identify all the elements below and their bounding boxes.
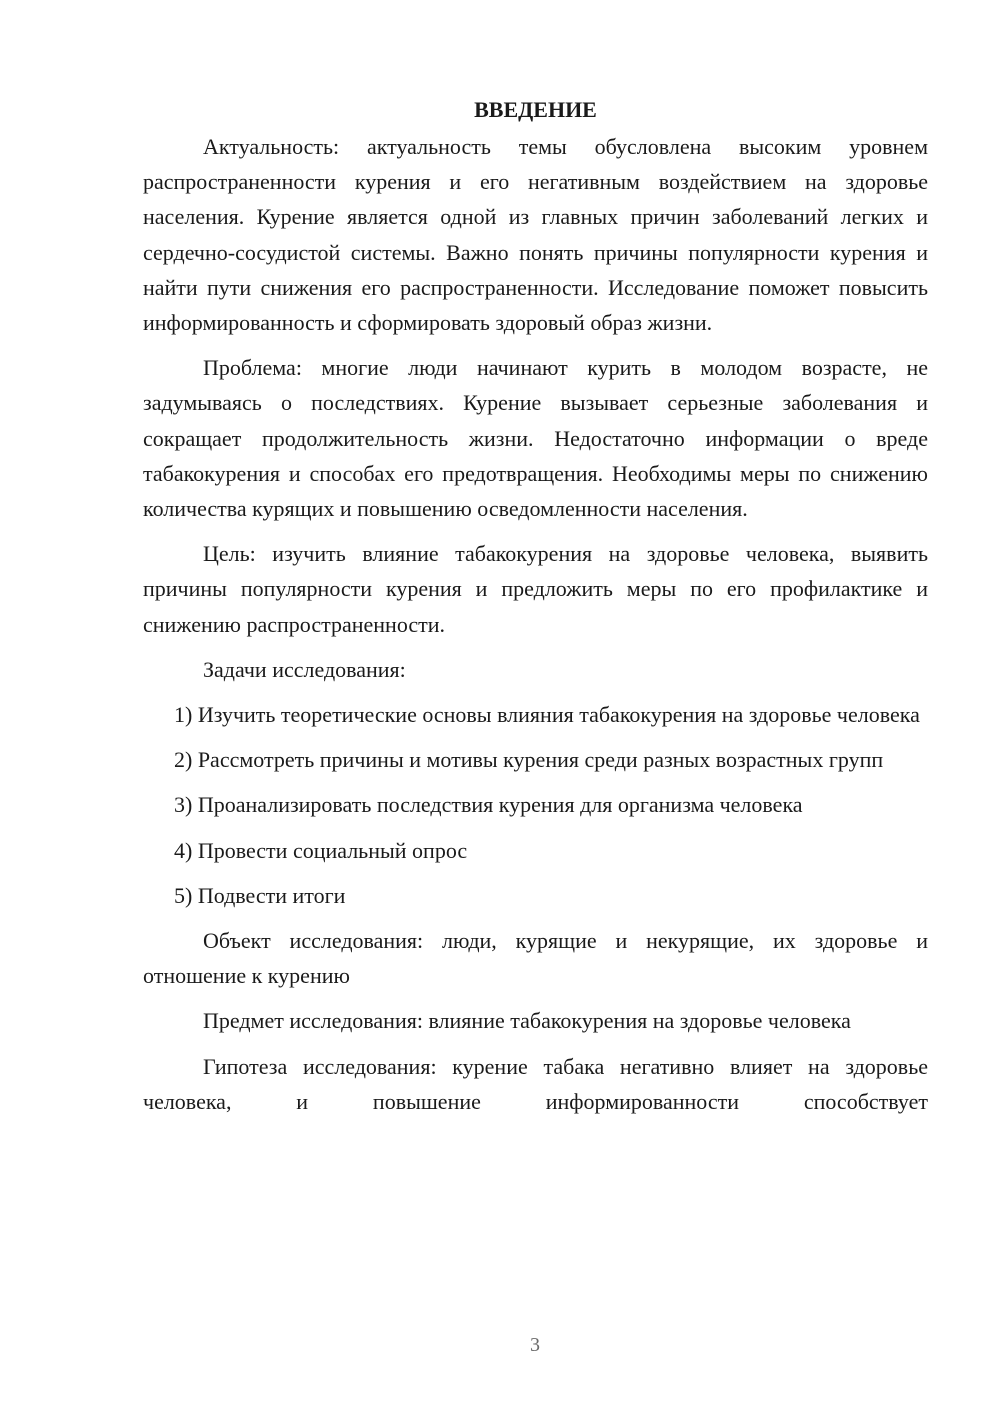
task-item: 5) Подвести итоги <box>174 882 346 908</box>
task-item: 2) Рассмотреть причины и мотивы курения среди разных возрастных групп <box>174 747 884 773</box>
object-paragraph: Объект исследования: люди, курящие и некурящие, их здоровье и отношение к курению <box>143 928 928 989</box>
task-item: 3) Проанализировать последствия курения для организма человека <box>174 792 803 818</box>
page-title: ВВЕДЕНИЕ <box>474 97 597 122</box>
goal-paragraph: Цель: изучить влияние табакокурения на здоровье человека, выявить причины популярности курения и предложить меры по его профилактике и снижению распространенности. <box>143 541 928 637</box>
task-item: 1) Изучить теоретические основы влияния табакокурения на здоровье человека <box>174 702 920 728</box>
problem-paragraph: Проблема: многие люди начинают курить в молодом возрасте, не задумываясь о последствиях. Курение вызывает серьезные заболевания и сокращает продолжительность жизни. Недостаточно информации о вреде табакокурения и способах его предотвращения. Необходимы меры по снижению количества курящих и повышению осведомленности населения. <box>143 355 928 522</box>
tasks-heading: Задачи исследования: <box>203 656 406 682</box>
subject-paragraph: Предмет исследования: влияние табакокурения на здоровье человека <box>203 1008 851 1034</box>
task-item: 4) Провести социальный опрос <box>174 837 468 863</box>
hypothesis-paragraph: Гипотеза исследования: курение табака негативно влияет на здоровье человека, и повышение информированности способствует <box>143 1053 928 1114</box>
document-page <box>143 92 928 1119</box>
relevance-paragraph: Актуальность: актуальность темы обусловлена высоким уровнем распространенности курения и его негативным воздействием на здоровье населения. Курение является одной из главных причин заболеваний легких и сердечно-сосудистой системы. Важно понять причины популярности курения и найти пути снижения его распространенности. Исследование поможет повысить информированность и сформировать здоровый образ жизни. <box>143 134 928 336</box>
page-number: 3 <box>530 1334 540 1356</box>
